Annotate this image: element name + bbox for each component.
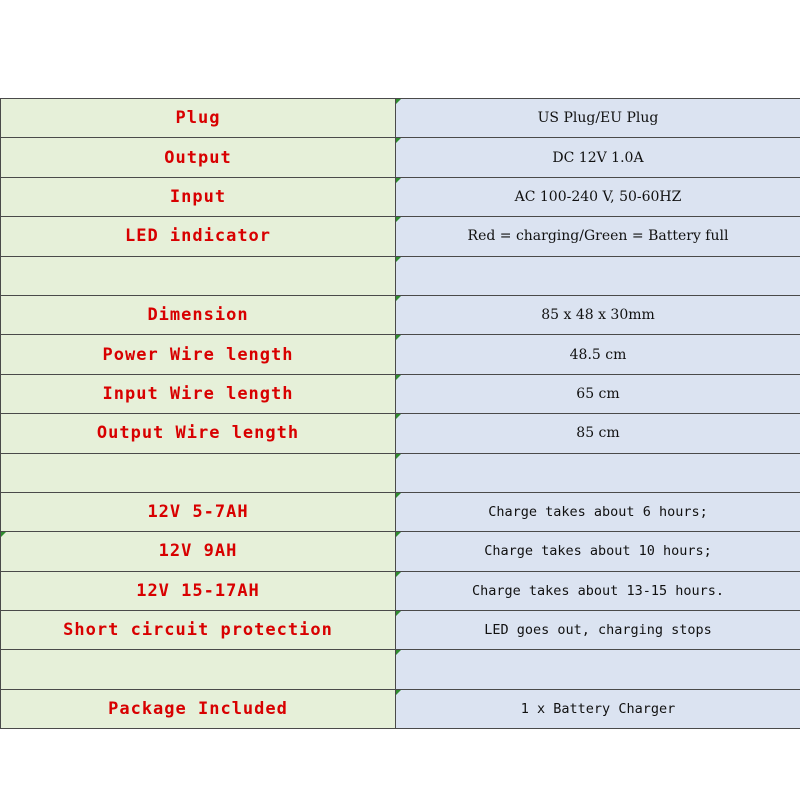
spec-value: 1 x Battery Charger [396, 689, 800, 728]
spec-value: AC 100-240 V, 50-60HZ [396, 177, 800, 216]
spec-row-short-circuit-protection [1, 611, 800, 650]
spec-row-spacer [1, 256, 800, 295]
spec-row-power-wire-length [1, 335, 800, 374]
spec-value: DC 12V 1.0A [396, 138, 800, 177]
spec-value: 85 cm [396, 414, 800, 453]
spec-value: LED goes out, charging stops [396, 611, 800, 650]
spec-value: 65 cm [396, 374, 800, 413]
spec-row-12v-5-7ah [1, 492, 800, 531]
spec-value: 85 x 48 x 30mm [396, 295, 800, 334]
spec-row-12v-9ah [1, 532, 800, 571]
spec-label [1, 650, 396, 689]
spec-row-spacer [1, 650, 800, 689]
spec-value [396, 650, 800, 689]
spec-label: 12V 5-7AH [1, 492, 396, 531]
spec-value: Charge takes about 13-15 hours. [396, 571, 800, 610]
spec-label: Input [1, 177, 396, 216]
spec-label: Package Included [1, 689, 396, 728]
spec-row-spacer [1, 453, 800, 492]
spec-row-plug [1, 99, 800, 138]
spec-label: Plug [1, 99, 396, 138]
spec-row-output-wire-length [1, 414, 800, 453]
spec-value: Charge takes about 6 hours; [396, 492, 800, 531]
spec-value: Charge takes about 10 hours; [396, 532, 800, 571]
spec-value: US Plug/EU Plug [396, 99, 800, 138]
spec-row-output [1, 138, 800, 177]
spec-label: Dimension [1, 295, 396, 334]
spec-value [396, 256, 800, 295]
spec-value: 48.5 cm [396, 335, 800, 374]
spec-label [1, 256, 396, 295]
spec-label: 12V 15-17AH [1, 571, 396, 610]
spec-label: Input Wire length [1, 374, 396, 413]
spec-label [1, 453, 396, 492]
spec-label: LED indicator [1, 217, 396, 256]
spec-label: Output Wire length [1, 414, 396, 453]
spec-label: 12V 9AH [1, 532, 396, 571]
spec-row-input-wire-length [1, 374, 800, 413]
spec-label: Short circuit protection [1, 611, 396, 650]
spec-row-input [1, 177, 800, 216]
spec-row-12v-15-17ah [1, 571, 800, 610]
spec-row-dimension [1, 295, 800, 334]
spec-table [0, 98, 800, 729]
spec-value: Red = charging/Green = Battery full [396, 217, 800, 256]
spec-label: Power Wire length [1, 335, 396, 374]
spec-label: Output [1, 138, 396, 177]
spec-row-led-indicator [1, 217, 800, 256]
spec-row-package-included [1, 689, 800, 728]
spec-value [396, 453, 800, 492]
